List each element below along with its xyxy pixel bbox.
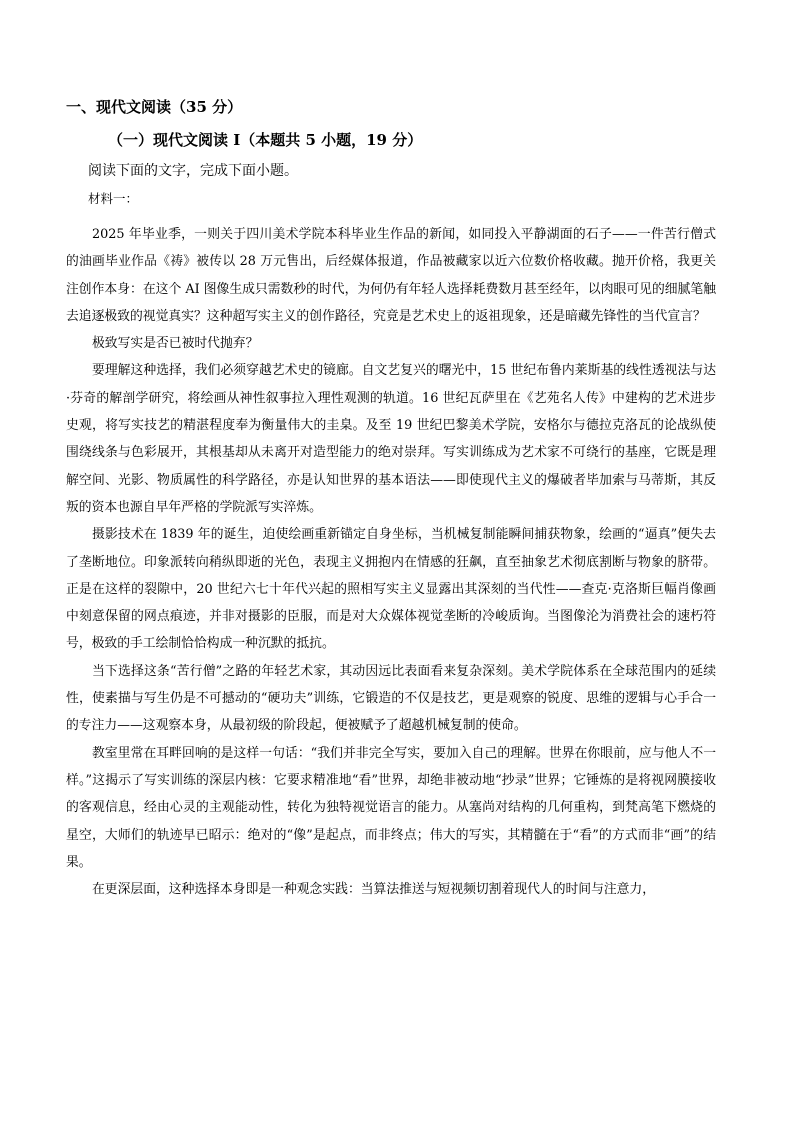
- section-subtitle: （一）现代文阅读 I（本题共 5 小题，19 分）: [108, 131, 423, 149]
- paragraph: 2025 年毕业季，一则关于四川美术学院本科毕业生作品的新闻，如同投入平静湖面的石子——一件苦行僧式的油画毕业作品《祷》被传以 28 万元售出，后经媒体报道，作品被藏家以近六位数价格收藏。抛开价格，我更关注创作本身：在这个 AI 图像生成只需数秒的时代，为何仍有年轻人选择耗费数月甚至经年，以肉眼可见的细腻笔触去追逐极致的视觉真实？这种超写实主义的创作路径，究竟是艺术史上的返祖现象，还是暗藏先锋性的当代宣言？: [66, 227, 716, 324]
- material-label: 材料一：: [88, 191, 139, 206]
- article-body: [66, 221, 716, 903]
- paragraph: 当下选择这条“苦行僧”之路的年轻艺术家，其动因远比表面看来复杂深刻。美术学院体系在全球范围内的延续性，使素描与写生仍是不可撼动的“硬功夫”训练，它锻造的不仅是技艺，更是观察的锐度、思维的逻辑与心手合一的专注力——这观察本身，从最初级的阶段起，便被赋予了超越机械复制的使命。: [66, 663, 716, 734]
- paragraph: 极致写实是否已被时代抛弃？: [92, 336, 259, 352]
- reading-instruction: 阅读下面的文字，完成下面小题。: [88, 163, 298, 179]
- paragraph: 要理解这种选择，我们必须穿越艺术史的镜廊。自文艺复兴的曙光中，15 世纪布鲁内莱斯基的线性透视法与达·芬奇的解剖学研究，将绘画从神性叙事拉入理性观测的轨道。16 世纪瓦萨里在《艺苑名人传》中建构的艺术进步史观，将写实技艺的精湛程度奉为衡量伟大的圭臬。及至 19 世纪巴黎美术学院，安格尔与德拉克洛瓦的论战纵使围绕线条与色彩展开，其根基却从未离开对造型能力的绝对崇拜。写实训练成为艺术家不可绕行的基座，它既是理解空间、光影、物质属性的科学路径，亦是认知世界的基本语法——即使现代主义的爆破者毕加索与马蒂斯，其反叛的资本也源自早年严格的学院派写实淬炼。: [66, 363, 716, 515]
- paragraph: 在更深层面，这种选择本身即是一种观念实践：当算法推送与短视频切割着现代人的时间与注意力，: [92, 882, 656, 898]
- paragraph: 摄影技术在 1839 年的诞生，迫使绘画重新锚定自身坐标，当机械复制能瞬间捕获物象，绘画的“逼真”便失去了垄断地位。印象派转向稍纵即逝的光色，表现主义拥抱内在情感的狂飙，直至抽象艺术彻底割断与物象的脐带。正是在这样的裂隙中，20 世纪六七十年代兴起的照相写实主义显露出其深刻的当代性——查克·克洛斯巨幅肖像画中刻意保留的网点痕迹，并非对摄影的臣服，而是对大众媒体视觉垄断的冷峻质询。当图像沦为消费社会的速朽符号，极致的手工绘制恰恰构成一种沉默的抵抗。: [66, 527, 716, 652]
- section-title: 一、现代文阅读（35 分）: [66, 98, 243, 116]
- paragraph: 教室里常在耳畔回响的是这样一句话：“我们并非完全写实，要加入自己的理解。世界在你眼前，应与他人不一样。”这揭示了写实训练的深层内核：它要求精准地“看”世界，却绝非被动地“抄录”世界；它锤炼的是将视网膜接收的客观信息，经由心灵的主观能动性，转化为独特视觉语言的能力。从塞尚对结构的几何重构，到梵高笔下燃烧的星空，大师们的轨迹早已昭示：绝对的“像”是起点，而非终点；伟大的写实，其精髓在于“看”的方式而非“画”的结果。: [66, 745, 716, 870]
